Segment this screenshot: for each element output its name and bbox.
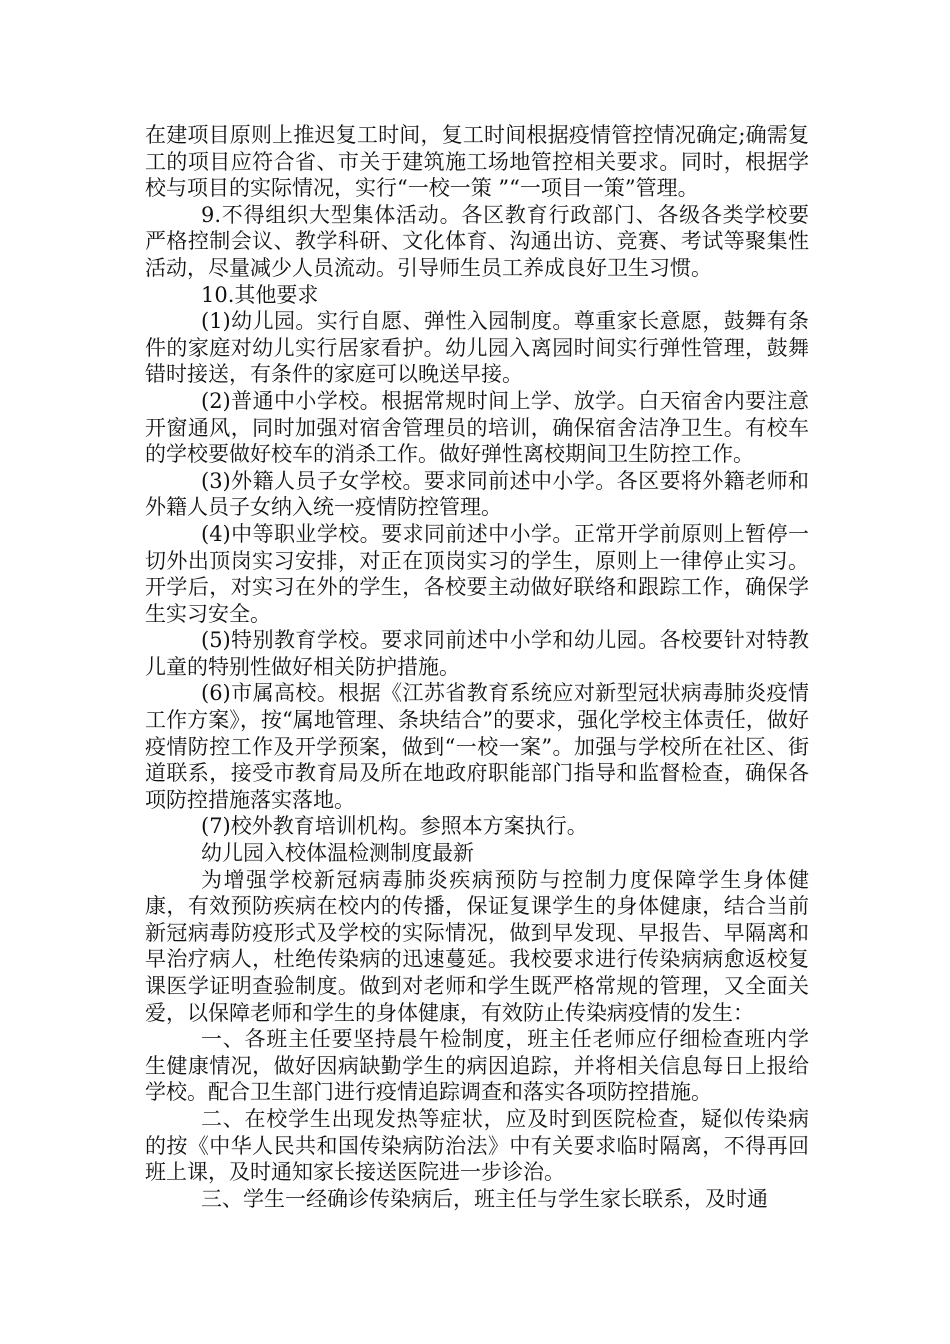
paragraph-kindergarten: (1)幼儿园。实行自愿、弹性入园制度。尊重家长意愿，鼓舞有条件的家庭对幼儿实行居家看护。幼儿园入离园时间实行弹性管理，鼓舞错时接送，有条件的家庭可以晚送早接。: [145, 309, 809, 387]
document-body: [145, 122, 809, 1212]
paragraph-foreign-schools: (3)外籍人员子女学校。要求同前述中小学。各区要将外籍老师和外籍人员子女纳入统一疫情防控管理。: [145, 468, 809, 520]
paragraph-municipal-universities: (6)市属高校。根据《江苏省教育系统应对新型冠状病毒肺炎疫情工作方案》，按“属地管理、条块结合”的要求，强化学校主体责任，做好疫情防控工作及开学预案，做到“一校一案”。加强与学校所在社区、街道联系，接受市教育局及所在地政府职能部门指导和监督检查，确保各项防控措施落实落地。: [145, 681, 809, 812]
paragraph-item-9: 9.不得组织大型集体活动。各区教育行政部门、各级各类学校要严格控制会议、教学科研、文化体育、沟通出访、竞赛、考试等聚集性活动，尽量减少人员流动。引导师生员工养成良好卫生习惯。: [145, 202, 809, 280]
paragraph-rule-1: 一、各班主任要坚持晨午检制度，班主任老师应仔细检查班内学生健康情况，做好因病缺勤学生的病因追踪，并将相关信息每日上报给学校。配合卫生部门进行疫情追踪调查和落实各项防控措施。: [145, 1027, 809, 1105]
paragraph-item-10-heading: 10.其他要求: [201, 282, 319, 307]
paragraph-vocational-schools: (4)中等职业学校。要求同前述中小学。正常开学前原则上暂停一切外出顶岗实习安排，对正在顶岗实习的学生，原则上一律停止实习。开学后，对实习在外的学生，各校要主动做好联络和跟踪工作，确保学生实习安全。: [145, 521, 809, 626]
section-title-temperature-check: 幼儿园入校体温检测制度最新: [201, 841, 474, 866]
paragraph-rule-2: 二、在校学生出现发热等症状，应及时到医院检查，疑似传染病的按《中华人民共和国传染病防治法》中有关要求临时隔离，不得再回班上课，及时通知家长接送医院进一步诊治。: [145, 1106, 809, 1185]
paragraph-primary-secondary: (2)普通中小学校。根据常规时间上学、放学。白天宿舍内要注意开窗通风，同时加强对宿舍管理员的培训，确保宿舍洁净卫生。有校车的学校要做好校车的消杀工作。做好弹性离校期间卫生防控工作。: [145, 388, 809, 467]
paragraph-rule-3: 三、学生一经确诊传染病后，班主任与学生家长联系，及时通: [201, 1186, 768, 1211]
paragraph-temperature-intro: 为增强学校新冠病毒肺炎疾病预防与控制力度保障学生身体健康，有效预防疾病在校内的传播，保证复课学生的身体健康，结合当前新冠病毒防疫形式及学校的实际情况，做到早发现、早报告、早隔离和早治疗病人，杜绝传染病的迅速蔓延。我校要求进行传染病病愈返校复课医学证明查验制度。做到对老师和学生既严格常规的管理，又全面关爱，以保障老师和学生的身体健康，有效防止传染病疫情的发生：: [145, 867, 809, 1025]
paragraph-training-institutions: (7)校外教育培训机构。参照本方案执行。: [201, 814, 588, 839]
paragraph-construction-resumption: 在建项目原则上推迟复工时间，复工时间根据疫情管控情况确定;确需复工的项目应符合省、市关于建筑施工场地管控相关要求。同时，根据学校与项目的实际情况，实行“一校一策 ”“一项目一策”管理。: [145, 123, 809, 201]
paragraph-special-education: (5)特别教育学校。要求同前述中小学和幼儿园。各校要针对特教儿童的特别性做好相关防护措施。: [145, 628, 809, 679]
